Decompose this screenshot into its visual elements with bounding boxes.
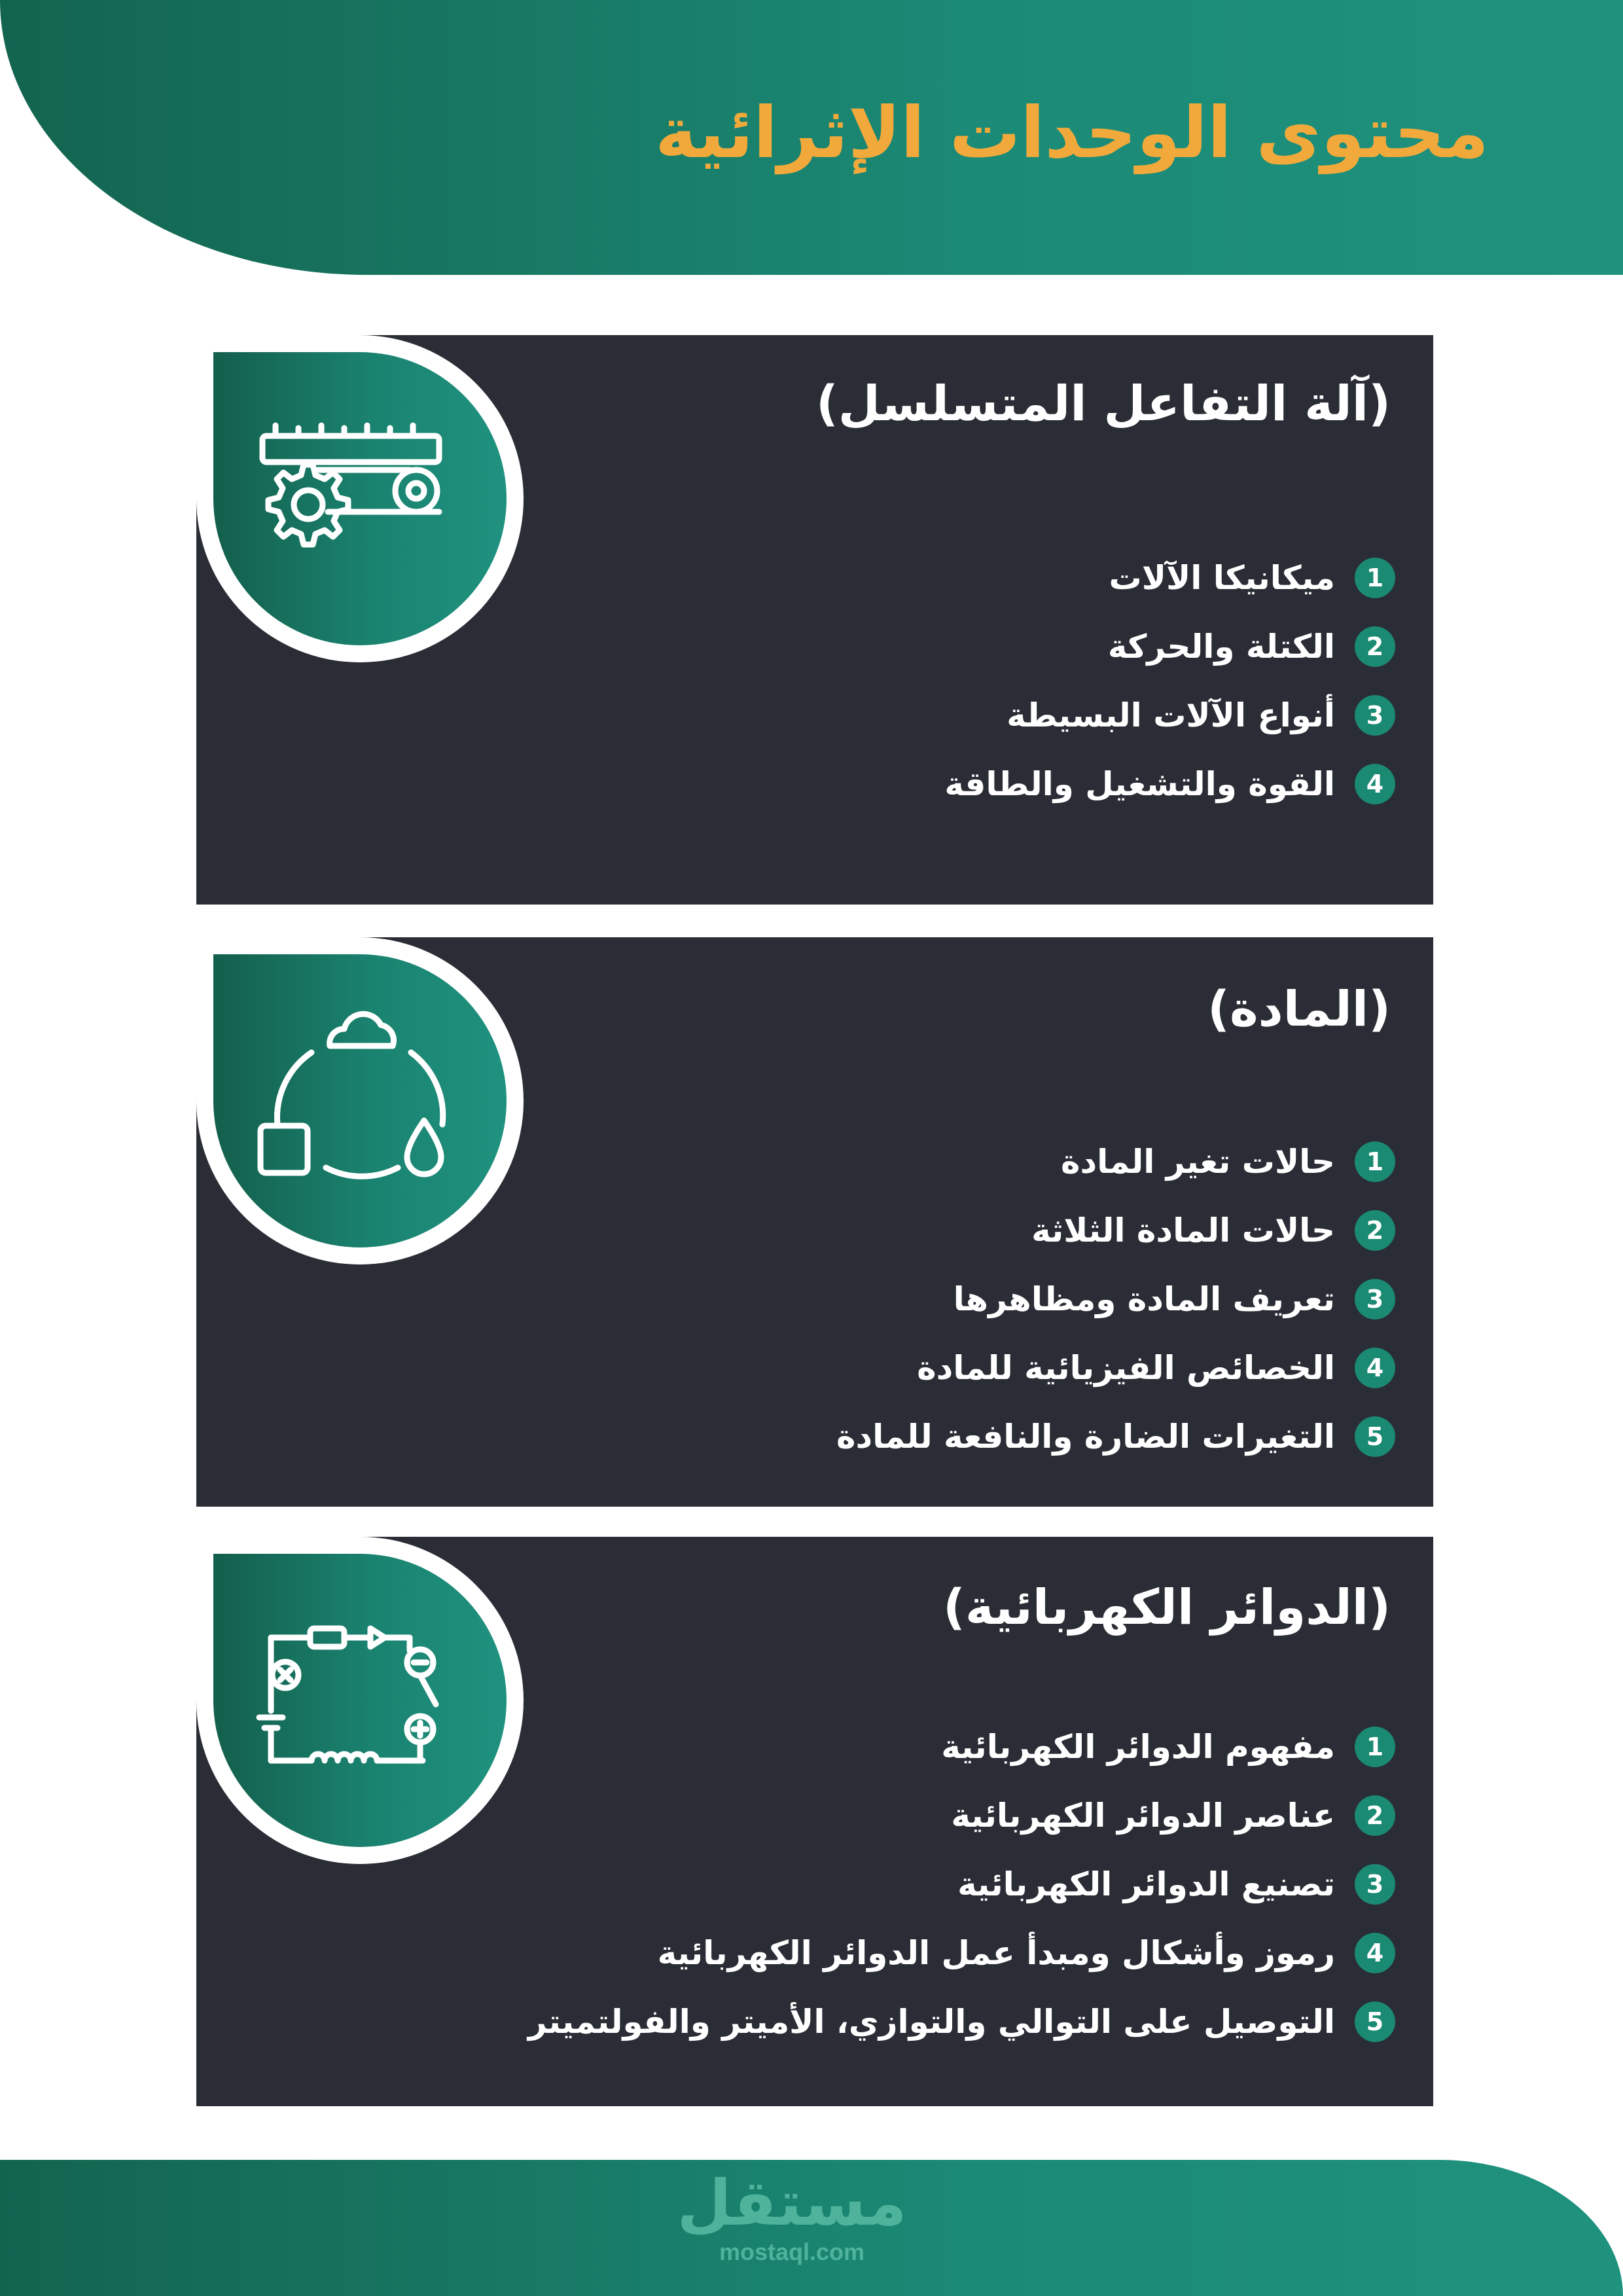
unit-item-list: [944, 543, 1395, 818]
item-number: 2: [1355, 1210, 1395, 1251]
electric-circuit-icon: [213, 1554, 507, 1847]
item-number: 1: [1355, 558, 1395, 598]
item-label: تعريف المادة ومظاهرها: [953, 1280, 1335, 1318]
list-item: [836, 1333, 1395, 1402]
list-item: [944, 543, 1395, 612]
page-title: محتوى الوحدات الإثرائية: [654, 92, 1489, 174]
logo-domain-text: mostaql.com: [719, 2238, 865, 2265]
item-label: رموز وأشكال ومبدأ عمل الدوائر الكهربائية: [657, 1933, 1335, 1972]
states-of-matter-cycle-icon: [213, 954, 507, 1247]
unit-title: (المادة): [1207, 981, 1391, 1037]
unit-title: (الدوائر الكهربائية): [943, 1579, 1391, 1636]
item-label: ميكانيكا الآلات: [1109, 558, 1335, 597]
item-label: حالات تغير المادة: [1061, 1142, 1335, 1181]
list-item: [528, 1712, 1395, 1781]
item-number: 4: [1355, 764, 1395, 804]
item-label: التوصيل على التوالي والتوازي، الأميتر والفولتميتر: [527, 2002, 1335, 2041]
unit-item-list: [528, 1712, 1395, 2056]
mostaql-logo[interactable]: [668, 2166, 916, 2266]
item-number: 2: [1355, 626, 1395, 667]
conveyor-gear-icon: [213, 352, 507, 645]
item-number: 4: [1355, 1348, 1395, 1388]
list-item: [836, 1196, 1395, 1265]
item-label: أنواع الآلات البسيطة: [1007, 696, 1335, 734]
item-label: التغيرات الضارة والنافعة للمادة: [836, 1417, 1335, 1456]
item-number: 5: [1355, 1416, 1395, 1457]
list-item: [528, 1781, 1395, 1850]
list-item: [836, 1127, 1395, 1196]
logo-arabic-text: مستقل: [677, 2166, 907, 2240]
list-item: [944, 749, 1395, 818]
item-label: الخصائص الفيزيائية للمادة: [917, 1348, 1335, 1387]
unit-title: (آلة التفاعل المتسلسل): [815, 376, 1391, 432]
item-number: 1: [1355, 1141, 1395, 1182]
item-label: القوة والتشغيل والطاقة: [944, 764, 1335, 803]
item-label: تصنيع الدوائر الكهربائية: [957, 1865, 1335, 1903]
unit-item-list: [836, 1127, 1395, 1471]
list-item: [528, 1918, 1395, 1987]
unit-icon-badge-3: [196, 1537, 524, 1864]
list-item: [836, 1402, 1395, 1471]
item-number: 1: [1355, 1727, 1395, 1767]
list-item: [836, 1265, 1395, 1333]
item-number: 4: [1355, 1933, 1395, 1973]
list-item: [528, 1850, 1395, 1918]
item-number: 2: [1355, 1795, 1395, 1836]
unit-icon-badge-2: [196, 937, 524, 1265]
item-label: حالات المادة الثلاثة: [1031, 1211, 1335, 1249]
list-item: [528, 1987, 1395, 2056]
item-label: مفهوم الدوائر الكهربائية: [941, 1727, 1335, 1766]
item-label: الكتلة والحركة: [1107, 627, 1335, 666]
item-number: 5: [1355, 2001, 1395, 2042]
item-number: 3: [1355, 695, 1395, 736]
list-item: [944, 612, 1395, 681]
item-label: عناصر الدوائر الكهربائية: [951, 1796, 1335, 1835]
unit-icon-badge-1: [196, 335, 524, 662]
list-item: [944, 681, 1395, 749]
item-number: 3: [1355, 1864, 1395, 1905]
item-number: 3: [1355, 1279, 1395, 1319]
